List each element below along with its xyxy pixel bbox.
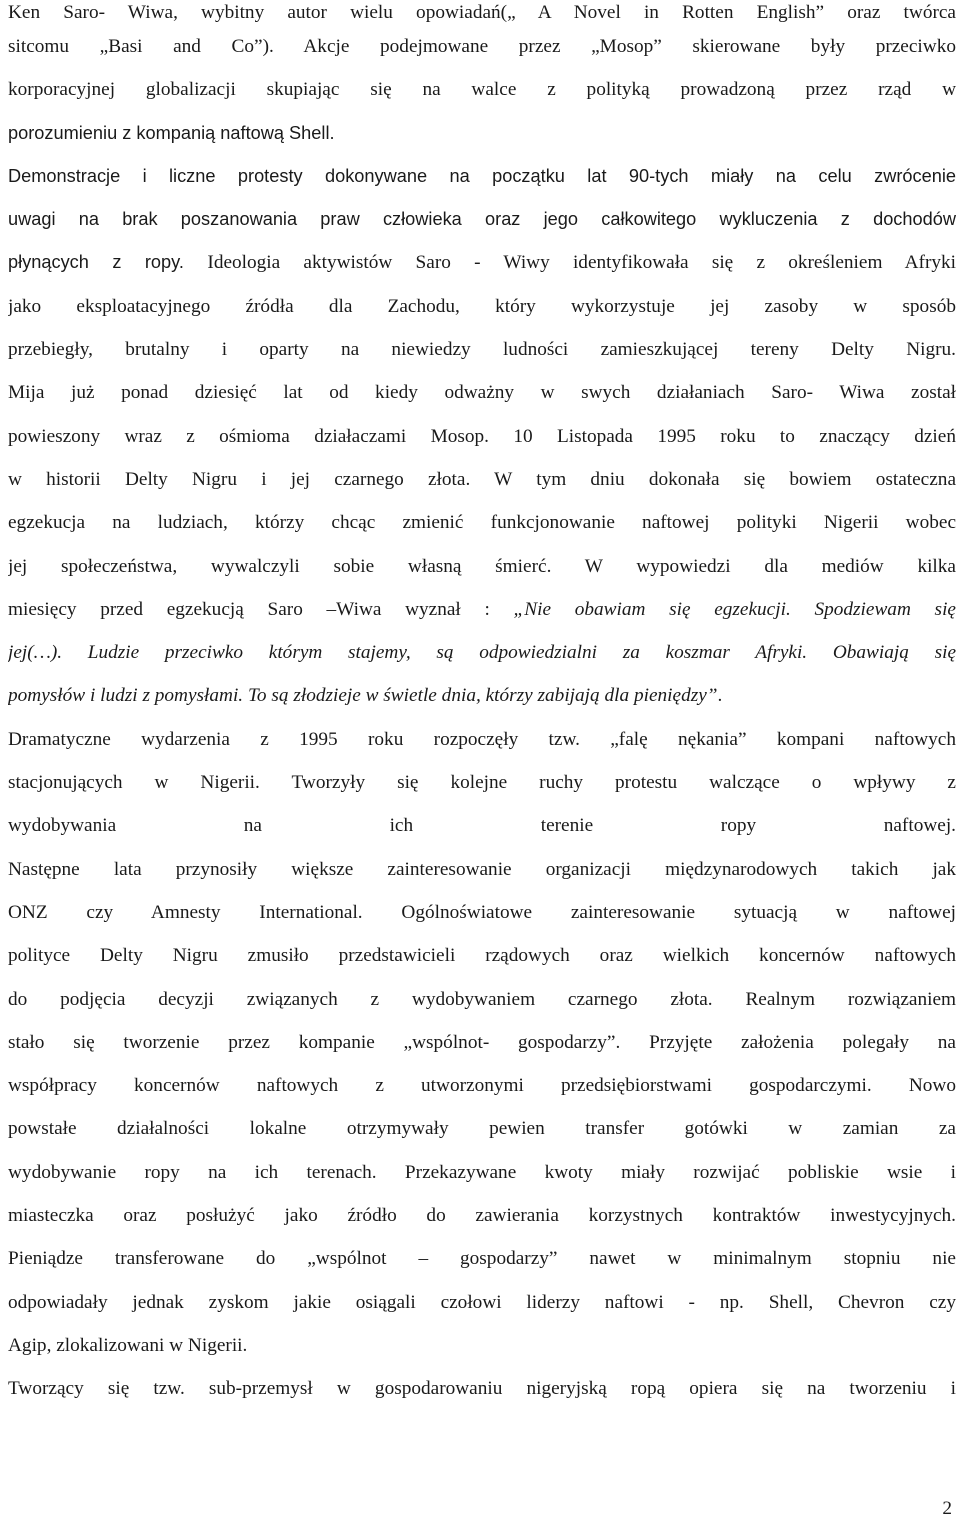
text-run: płynących z ropy. bbox=[8, 252, 208, 273]
text-line bbox=[8, 978, 956, 1021]
text-run: Demonstracje i liczne protesty dokonywane na początku lat 90-tych miały na celu zwrócenie bbox=[8, 165, 956, 186]
text-run: stacjonujących w Nigerii. bbox=[8, 772, 292, 794]
text-run: Mija już ponad dziesięć lat od kiedy odważny w swych działaniach Saro- Wiwa został bbox=[8, 382, 956, 404]
quote-text: „Nie obawiam się egzekucji. Spodziewam się bbox=[513, 598, 956, 620]
text-run: Przekazywane kwoty miały rozwijać pobliskie wsie i bbox=[404, 1161, 956, 1183]
text-run: przebiegły, brutalny i oparty na niewiedzy ludności zamieszkującej tereny Delty Nigru. bbox=[8, 339, 956, 361]
text-line bbox=[8, 0, 956, 25]
text-line bbox=[8, 674, 956, 717]
text-run: 10 Listopada 1995 roku to znaczący dzień bbox=[513, 425, 956, 447]
text-line bbox=[8, 761, 956, 804]
text-line bbox=[8, 501, 956, 544]
text-line bbox=[8, 1367, 956, 1410]
text-run: Ogólnoświatowe zainteresowanie sytuacją w naftowej bbox=[401, 901, 956, 923]
text-run: odpowiadały jednak zyskom jakie osiągali czołowi liderzy naftowi - np. Shell, Chevron czy bbox=[8, 1291, 956, 1313]
text-run: egzekucja na ludziach, którzy chcąc zmienić funkcjonowanie naftowej polityki Nigerii wobec bbox=[8, 512, 956, 534]
text-run: W tym dniu dokonała się bowiem ostateczna bbox=[494, 468, 956, 490]
text-run: W wypowiedzi dla mediów kilka bbox=[584, 555, 956, 577]
text-run: ONZ czy Amnesty International. bbox=[8, 901, 402, 923]
text-line bbox=[8, 1107, 956, 1150]
text-line bbox=[8, 1194, 956, 1237]
text-line bbox=[8, 112, 956, 155]
text-line bbox=[8, 631, 956, 674]
text-line bbox=[8, 155, 956, 198]
text-run: jako eksploatacyjnego źródła dla Zachodu, który wykorzystuje jej zasoby w sposób bbox=[8, 295, 956, 317]
text-run: polityce Delty Nigru zmusiło przedstawicieli rządowych oraz wielkich koncernów naftowych bbox=[8, 945, 956, 967]
text-run: jej społeczeństwa, wywalczyli sobie własną śmierć. bbox=[8, 555, 585, 577]
quote-text: jej(…). Ludzie przeciwko którym stajemy, są odpowiedzialni za koszmar Afryki. Obawiają się bbox=[8, 642, 956, 664]
text-run: w historii Delty Nigru i jej czarnego złota. bbox=[8, 468, 495, 490]
text-line bbox=[8, 328, 956, 371]
text-run: Realnym rozwiązaniem bbox=[745, 988, 956, 1010]
text-line bbox=[8, 588, 956, 631]
text-run: powstałe działalności lokalne otrzymywały pewien transfer gotówki w zamian za bbox=[8, 1118, 956, 1140]
text-line bbox=[8, 804, 956, 847]
text-run: stało się tworzenie przez kompanie „wspólnot- gospodarzy”. bbox=[8, 1031, 650, 1053]
text-run: sitcomu „Basi and Co”). Akcje podejmowane przez „Mosop” skierowane były przeciwko bbox=[8, 36, 956, 57]
text-run: miasteczka oraz posłużyć jako źródło do zawierania korzystnych kontraktów inwestycyjnych. bbox=[8, 1205, 956, 1227]
text-run: Ideologia aktywistów Saro - Wiwy identyfikowała się z określeniem Afryki bbox=[207, 252, 956, 274]
text-run: Tworzyły się kolejne ruchy protestu walczące o wpływy z bbox=[291, 772, 956, 794]
text-run: Pieniądze transferowane do „wspólnot – gospodarzy” nawet w minimalnym stopniu nie bbox=[8, 1248, 956, 1270]
text-line bbox=[8, 25, 956, 68]
text-run: uwagi na brak poszanowania praw człowieka oraz jego całkowitego wykluczenia z dochodów bbox=[8, 209, 956, 230]
text-run: miesięcy przed egzekucją Saro –Wiwa wyznał : bbox=[8, 598, 514, 620]
text-line bbox=[8, 415, 956, 458]
text-line bbox=[8, 1021, 956, 1064]
text-run: Agip, zlokalizowani w Nigerii. bbox=[8, 1334, 248, 1356]
text-line bbox=[8, 1281, 956, 1324]
text-line bbox=[8, 1324, 956, 1367]
text-line bbox=[8, 848, 956, 891]
text-line bbox=[8, 1064, 956, 1107]
text-run: Nowo bbox=[908, 1075, 956, 1097]
body-text bbox=[8, 0, 956, 1411]
text-line bbox=[8, 934, 956, 977]
text-line bbox=[8, 198, 956, 241]
text-run: powieszony wraz z ośmioma działaczami Mosop. bbox=[8, 425, 514, 447]
text-run: Tworzący się tzw. sub-przemysł w gospodarowaniu nigeryjską ropą opiera się na tworzeniu i bbox=[8, 1378, 956, 1400]
text-line bbox=[8, 891, 956, 934]
text-run: Następne lata przynosiły większe zainteresowanie organizacji międzynarodowych takich jak bbox=[8, 858, 956, 880]
text-run: Przyjęte założenia polegały na bbox=[649, 1031, 956, 1053]
text-run: korporacyjnej globalizacji skupiając się na walce z polityką prowadzoną przez rząd w bbox=[8, 79, 956, 101]
text-line bbox=[8, 1237, 956, 1280]
text-line bbox=[8, 718, 956, 761]
page-number: 2 bbox=[942, 1498, 952, 1519]
text-run: współpracy koncernów naftowych z utworzonymi przedsiębiorstwami gospodarczymi. bbox=[8, 1075, 909, 1097]
text-run: Ken Saro- Wiwa, wybitny autor wielu opowiadań(„ A Novel in Rotten English” oraz twórca bbox=[8, 2, 956, 23]
text-run: do podjęcia decyzji związanych z wydobywaniem czarnego złota. bbox=[8, 988, 746, 1010]
text-run: . bbox=[717, 685, 723, 707]
text-line bbox=[8, 371, 956, 414]
text-line bbox=[8, 68, 956, 111]
text-line bbox=[8, 241, 956, 284]
quote-text: pomysłów i ludzi z pomysłami. To są złodzieje w świetle dnia, którzy zabijają dla pieniędzy” bbox=[8, 685, 718, 707]
text-line bbox=[8, 1151, 956, 1194]
text-run: wydobywania na ich terenie ropy naftowej. bbox=[8, 815, 956, 837]
text-run: wydobywanie ropy na ich terenach. bbox=[8, 1161, 405, 1183]
text-line bbox=[8, 458, 956, 501]
text-run: porozumieniu z kompanią naftową Shell. bbox=[8, 122, 335, 143]
text-line bbox=[8, 545, 956, 588]
text-line bbox=[8, 285, 956, 328]
text-run: Dramatyczne wydarzenia z 1995 roku rozpoczęły tzw. „falę nękania” kompani naftowych bbox=[8, 728, 956, 750]
